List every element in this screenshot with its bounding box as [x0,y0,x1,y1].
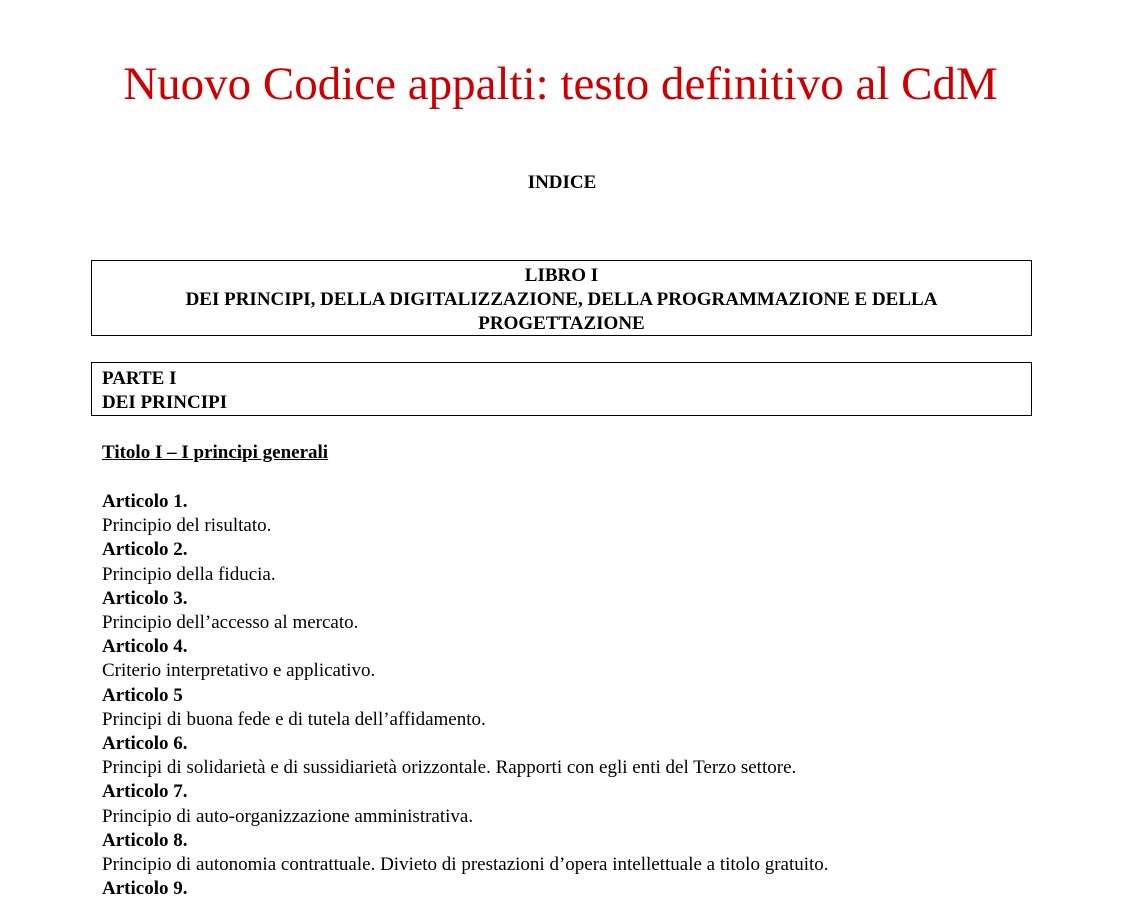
parte-box [91,362,1032,416]
article-description: Principio di auto-organizzazione amministrativa. [102,805,474,827]
article-item [102,829,1102,877]
article-label: Articolo 7. [102,781,188,803]
libro-box [91,260,1032,336]
article-item [102,490,1102,538]
article-label: Articolo 5 [102,684,183,706]
article-item [102,877,1102,901]
article-list [102,490,1102,901]
titolo-heading: Titolo I – I principi generali [102,442,329,463]
parte-label: PARTE I [102,368,177,389]
article-item [102,684,1102,732]
article-item [102,587,1102,635]
article-item [102,635,1102,683]
article-label: Articolo 6. [102,733,188,755]
article-description: Principio di autonomia contrattuale. Divieto di prestazioni d’opera intellettuale a titolo gratuito. [102,854,829,876]
article-description: Principio del risultato. [102,515,272,537]
article-label: Articolo 9. [102,878,188,900]
document-title: Nuovo Codice appalti: testo definitivo al CdM [123,58,998,110]
article-description: Principi di solidarietà e di sussidiarietà orizzontale. Rapporti con egli enti del Terzo settore. [102,757,797,779]
article-description: Principio dell’accesso al mercato. [102,612,359,634]
article-label: Articolo 2. [102,539,188,561]
libro-title-line-2: PROGETTAZIONE [478,313,645,334]
article-label: Articolo 3. [102,587,188,609]
index-heading: INDICE [527,172,597,193]
article-description: Principi di buona fede e di tutela dell’affidamento. [102,708,486,730]
article-description: Principio della fiducia. [102,563,276,585]
article-label: Articolo 8. [102,829,188,851]
libro-title-line-1: DEI PRINCIPI, DELLA DIGITALIZZAZIONE, DELLA PROGRAMMAZIONE E DELLA [185,289,938,310]
article-item [102,780,1102,828]
article-label: Articolo 4. [102,636,188,658]
article-item [102,538,1102,586]
parte-name: DEI PRINCIPI [102,392,228,413]
article-item [102,732,1102,780]
article-description: Criterio interpretativo e applicativo. [102,660,376,682]
article-label: Articolo 1. [102,491,188,512]
libro-label: LIBRO I [524,265,599,286]
